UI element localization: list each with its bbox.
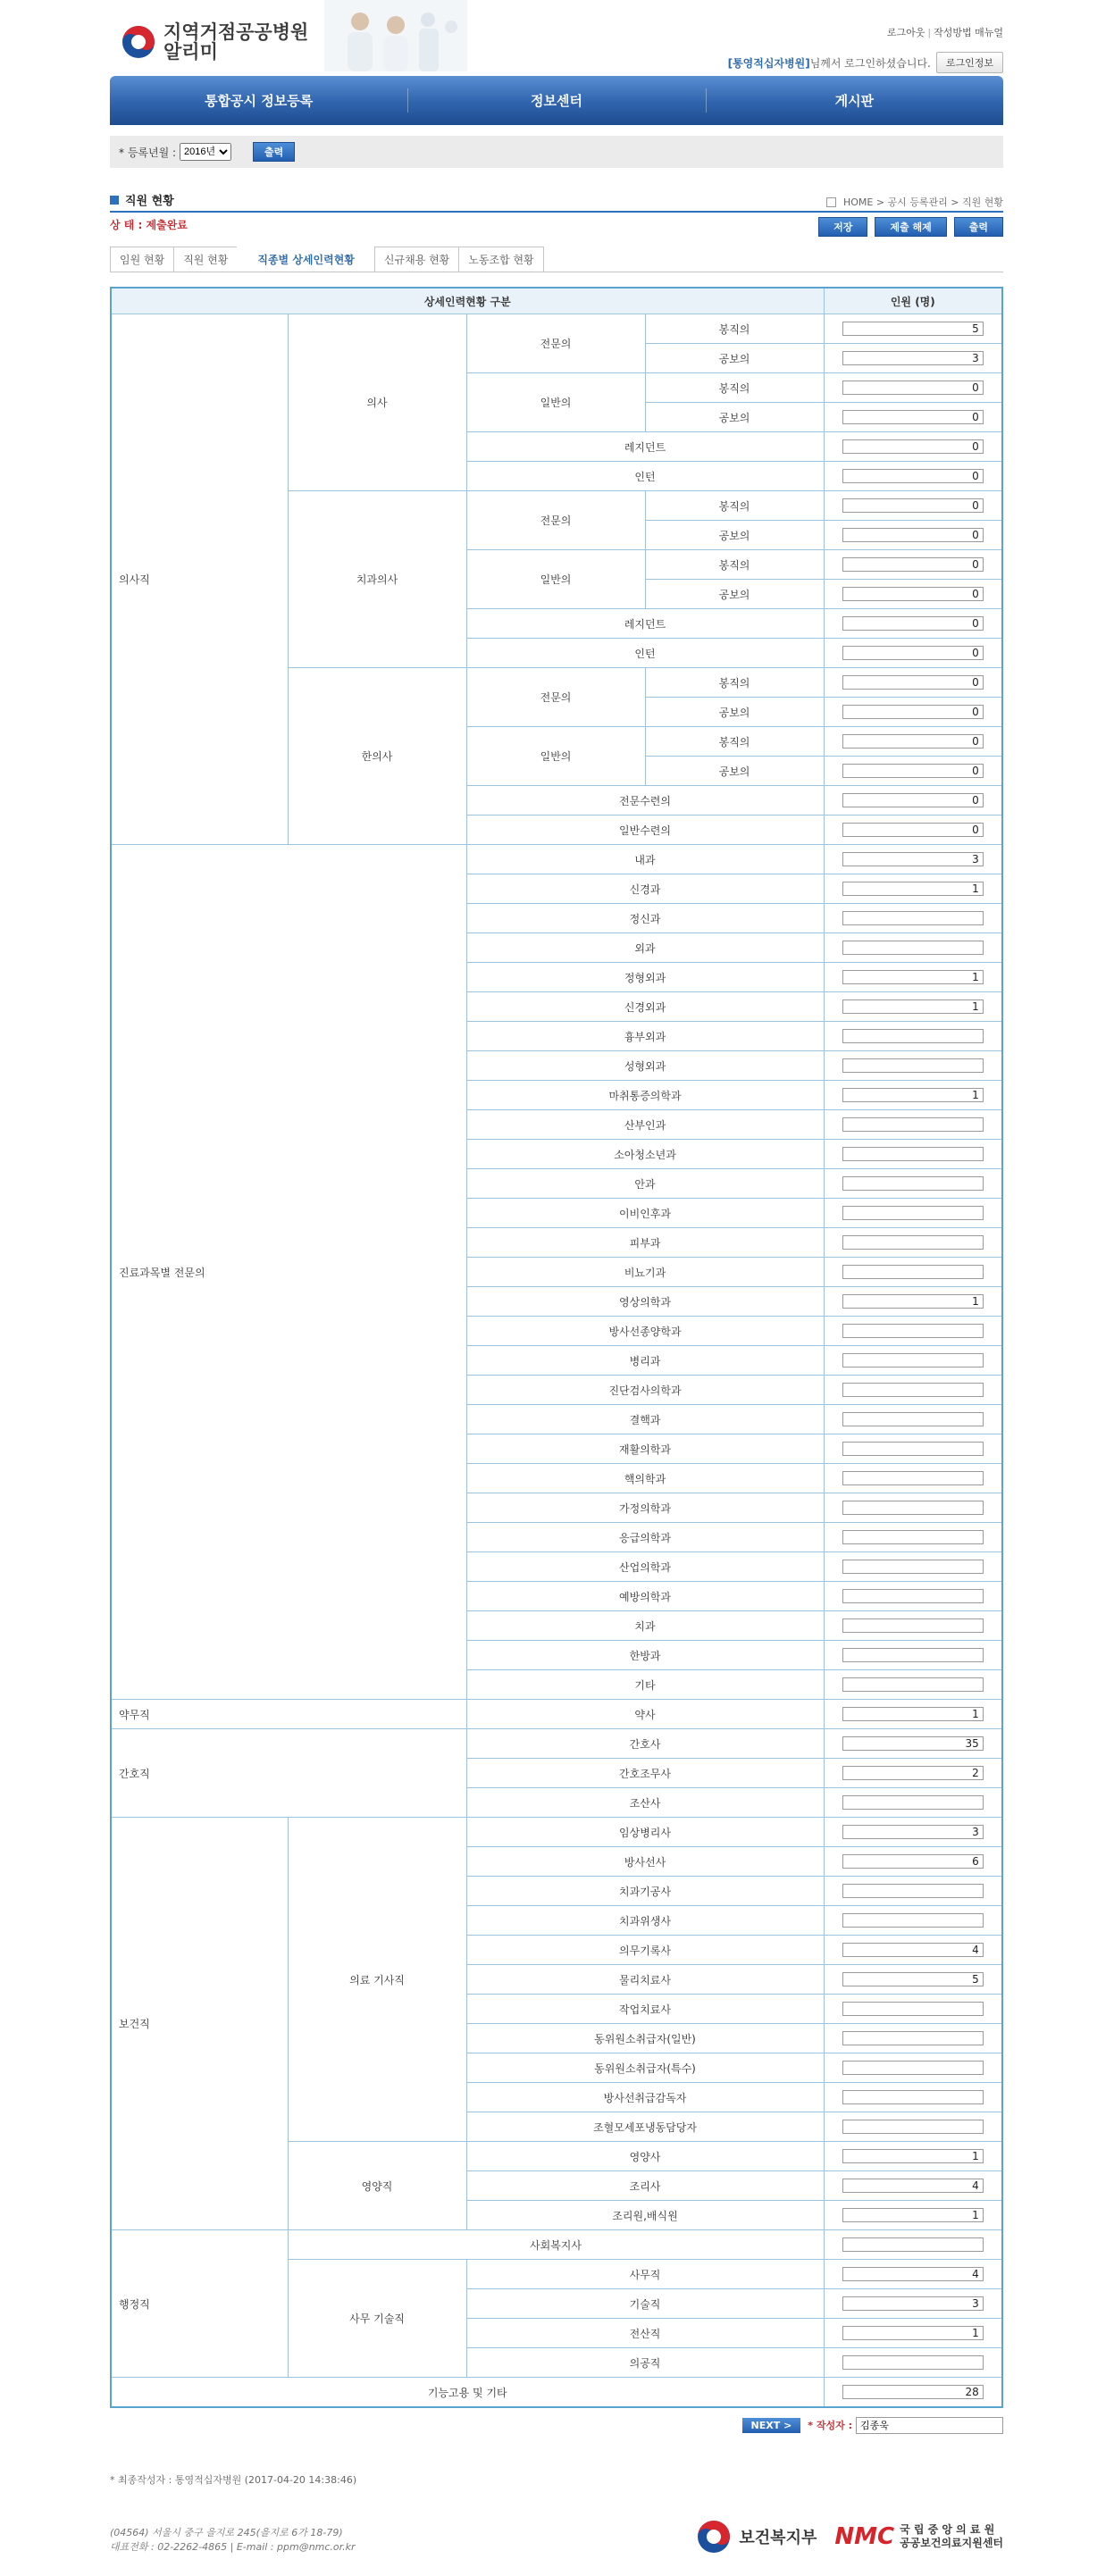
footer-contact: 대표전화 : 02-2262-4865 | E-mail : ppm@nmc.or.kr	[110, 2541, 356, 2553]
nmc-logo[interactable]	[834, 2523, 1003, 2550]
count-input[interactable]	[842, 1707, 984, 1721]
dept-label: 방사선종양학과	[466, 1317, 824, 1346]
tab-detailed-staff[interactable]: 직종별 상세인력현황	[237, 247, 375, 272]
doctors-illustration-icon	[324, 0, 467, 71]
count-cell	[824, 2024, 1002, 2053]
dept-label: 진단검사의학과	[466, 1376, 824, 1405]
footer	[110, 2519, 1003, 2572]
dept-label: 소아청소년과	[466, 1140, 824, 1169]
mohw-emblem-icon	[696, 2519, 732, 2555]
count-cell	[824, 1199, 1002, 1228]
status-text: 상 태 : 제출완료	[110, 219, 188, 231]
count-input[interactable]	[842, 2061, 984, 2075]
count-cell	[824, 1995, 1002, 2024]
count-cell	[824, 521, 1002, 550]
count-input[interactable]	[842, 1795, 984, 1810]
medtech-label: 방사선취급감독자	[466, 2083, 824, 2112]
dept-label: 안과	[466, 1169, 824, 1199]
dept-label: 재활의학과	[466, 1434, 824, 1464]
count-input[interactable]	[842, 1736, 984, 1751]
count-cell	[824, 2260, 1002, 2289]
dept-label: 가정의학과	[466, 1493, 824, 1523]
count-cell	[824, 462, 1002, 491]
count-cell	[824, 1493, 1002, 1523]
dept-label: 병리과	[466, 1346, 824, 1376]
count-input[interactable]	[842, 1117, 984, 1132]
count-cell	[824, 1641, 1002, 1670]
count-cell	[824, 815, 1002, 845]
count-input[interactable]	[842, 1913, 984, 1928]
nursing-label: 간호사	[466, 1729, 824, 1759]
print-year-button[interactable]: 출력	[253, 142, 295, 162]
medtech-label: 방사선사	[466, 1847, 824, 1877]
count-input[interactable]	[842, 2326, 984, 2340]
publichealth-label: 공보의	[645, 521, 824, 550]
count-input[interactable]	[842, 587, 984, 601]
count-input[interactable]	[842, 1530, 984, 1544]
nmc-line1: 국 립 중 앙 의 료 원	[900, 2523, 995, 2536]
dept-label: 정형외과	[466, 963, 824, 992]
count-input[interactable]	[842, 2002, 984, 2016]
header-category: 상세인력현황 구분	[111, 288, 824, 314]
general-label: 일반의	[466, 373, 645, 432]
count-cell	[824, 2171, 1002, 2201]
main-navigation	[110, 76, 1003, 125]
count-cell	[824, 1258, 1002, 1287]
count-cell	[824, 1051, 1002, 1081]
count-cell	[824, 1317, 1002, 1346]
count-cell	[824, 1081, 1002, 1110]
group-health: 보건직	[111, 1818, 288, 2230]
nursing-label: 간호조무사	[466, 1759, 824, 1788]
count-input[interactable]	[842, 2267, 984, 2281]
count-cell	[824, 403, 1002, 432]
count-input[interactable]	[842, 2237, 984, 2252]
count-cell	[824, 2289, 1002, 2319]
count-input[interactable]	[842, 1176, 984, 1191]
count-cell	[824, 1965, 1002, 1995]
nav-disclosure-register[interactable]: 통합공시 정보등록	[205, 93, 314, 109]
dept-label: 성형외과	[466, 1051, 824, 1081]
table-row	[111, 2230, 1002, 2260]
count-cell	[824, 1552, 1002, 1582]
count-cell	[824, 1169, 1002, 1199]
fulltime-label: 봉직의	[645, 550, 824, 580]
group-dept-specialist: 진료과목별 전문의	[111, 845, 466, 1700]
count-input[interactable]	[842, 1147, 984, 1161]
count-input[interactable]	[842, 1825, 984, 1839]
count-cell	[824, 2053, 1002, 2083]
count-cell	[824, 2230, 1002, 2260]
count-cell	[824, 373, 1002, 403]
count-cell	[824, 580, 1002, 609]
count-input[interactable]	[842, 2355, 984, 2370]
fulltime-label: 봉직의	[645, 314, 824, 344]
group-pharmacy: 약무직	[111, 1700, 466, 1729]
resident-label: 레지던트	[466, 432, 824, 462]
site-logo[interactable]	[121, 20, 308, 64]
next-button[interactable]: NEXT >	[742, 2418, 801, 2433]
count-input[interactable]	[842, 1501, 984, 1515]
nutrition-label: 영양사	[466, 2142, 824, 2171]
pharmacist-label: 약사	[466, 1700, 824, 1729]
dept-label: 응급의학과	[466, 1523, 824, 1552]
logo-title: 지역거점공공병원	[163, 21, 309, 43]
count-cell	[824, 1936, 1002, 1965]
taeguk-logo-icon	[121, 24, 156, 60]
count-cell	[824, 2112, 1002, 2142]
dept-label: 흉부외과	[466, 1022, 824, 1051]
count-input[interactable]	[842, 1088, 984, 1102]
count-cell	[824, 933, 1002, 963]
dept-label: 정신과	[466, 904, 824, 933]
count-cell	[824, 550, 1002, 580]
count-input[interactable]	[842, 734, 984, 749]
count-input[interactable]	[842, 793, 984, 807]
nutrition-label: 조리원,배식원	[466, 2201, 824, 2230]
dept-label: 결핵과	[466, 1405, 824, 1434]
count-cell	[824, 2142, 1002, 2171]
count-cell	[824, 1022, 1002, 1051]
medtech-label: 치과위생사	[466, 1906, 824, 1936]
count-input[interactable]	[842, 1412, 984, 1426]
fulltime-label: 봉직의	[645, 668, 824, 698]
count-cell	[824, 432, 1002, 462]
count-cell	[824, 1906, 1002, 1936]
count-input[interactable]	[842, 1383, 984, 1397]
dept-label: 이비인후과	[466, 1199, 824, 1228]
dept-label: 외과	[466, 933, 824, 963]
tab-staff[interactable]: 직원 현황	[173, 247, 238, 272]
count-cell	[824, 757, 1002, 786]
count-input[interactable]	[842, 2149, 984, 2163]
group-doctor: 의사직	[111, 314, 288, 845]
count-input[interactable]	[842, 2208, 984, 2222]
count-input[interactable]	[842, 616, 984, 631]
medtech-label: 작업치료사	[466, 1995, 824, 2024]
logo-subtitle: 알리미	[163, 41, 218, 63]
count-input[interactable]	[842, 1884, 984, 1898]
group-nursing: 간호직	[111, 1729, 466, 1818]
count-input[interactable]	[842, 1353, 984, 1367]
count-cell	[824, 1611, 1002, 1641]
count-cell	[824, 2378, 1002, 2408]
count-cell	[824, 1110, 1002, 1140]
intern-label: 인턴	[466, 639, 824, 668]
medtech-label: 의무기록사	[466, 1936, 824, 1965]
count-cell	[824, 1434, 1002, 1464]
count-cell	[824, 845, 1002, 874]
count-input[interactable]	[842, 882, 984, 896]
specialist-resident-label: 전문수련의	[466, 786, 824, 815]
count-cell	[824, 1405, 1002, 1434]
fulltime-label: 봉직의	[645, 491, 824, 521]
medtech-label: 동위원소취급자(특수)	[466, 2053, 824, 2083]
nmc-line2: 공공보건의료지원센터	[900, 2537, 1003, 2549]
util-separator: |	[927, 27, 932, 38]
title-bullet-icon	[110, 196, 119, 205]
login-info-button[interactable]: 로그인정보	[936, 52, 1003, 73]
subgroup-dentist: 치과의사	[288, 491, 466, 668]
count-input[interactable]	[842, 675, 984, 690]
save-button[interactable]: 저장	[818, 217, 867, 237]
hospital-name: [통영적십자병원]	[727, 56, 810, 70]
dept-label: 마취통증의학과	[466, 1081, 824, 1110]
count-input[interactable]	[842, 1560, 984, 1574]
print-button[interactable]: 출력	[954, 217, 1003, 237]
subgroup-oriental: 한의사	[288, 668, 466, 845]
count-cell	[824, 727, 1002, 757]
specialist-label: 전문의	[466, 668, 645, 727]
dept-label: 기타	[466, 1670, 824, 1700]
count-input[interactable]	[842, 2120, 984, 2134]
count-input[interactable]	[842, 2090, 984, 2104]
dept-label: 영상의학과	[466, 1287, 824, 1317]
mohw-text: 보건복지부	[739, 2529, 817, 2547]
count-input[interactable]	[842, 2385, 984, 2399]
tab-new-hires[interactable]: 신규채용 현황	[374, 247, 459, 272]
count-input[interactable]	[842, 2296, 984, 2311]
count-input[interactable]	[842, 2031, 984, 2045]
count-cell	[824, 1847, 1002, 1877]
header-count: 인원 (명)	[824, 288, 1002, 314]
count-cell	[824, 1523, 1002, 1552]
count-cell	[824, 1228, 1002, 1258]
specialist-label: 전문의	[466, 314, 645, 373]
count-input[interactable]	[842, 1589, 984, 1603]
writer-label: * 작성자 :	[808, 2420, 852, 2431]
count-input[interactable]	[842, 911, 984, 925]
count-input[interactable]	[842, 410, 984, 424]
count-input[interactable]	[842, 1854, 984, 1869]
count-cell	[824, 963, 1002, 992]
intern-label: 인턴	[466, 462, 824, 491]
count-cell	[824, 1582, 1002, 1611]
count-input[interactable]	[842, 351, 984, 365]
count-input[interactable]	[842, 823, 984, 837]
count-cell	[824, 1818, 1002, 1847]
specialist-label: 전문의	[466, 491, 645, 550]
footer-address: (04564) 서울시 중구 을지로 245(을지로 6가 18-79)	[110, 2527, 343, 2538]
publichealth-label: 공보의	[645, 698, 824, 727]
count-cell	[824, 1729, 1002, 1759]
office-label: 전산직	[466, 2319, 824, 2348]
count-input[interactable]	[842, 528, 984, 542]
medtech-label: 동위원소취급자(일반)	[466, 2024, 824, 2053]
count-input[interactable]	[842, 322, 984, 336]
dept-label: 신경외과	[466, 992, 824, 1022]
table-row	[111, 1729, 1002, 1759]
count-cell	[824, 491, 1002, 521]
general-label: 일반의	[466, 550, 645, 609]
count-cell	[824, 698, 1002, 727]
unsubmit-button[interactable]: 제출 해제	[875, 217, 946, 237]
count-input[interactable]	[842, 1766, 984, 1780]
office-label: 기술직	[466, 2289, 824, 2319]
count-input[interactable]	[842, 1294, 984, 1309]
last-modified: * 최종작성자 : 통영적십자병원 (2017-04-20 14:38:46)	[110, 2474, 357, 2486]
count-input[interactable]	[842, 381, 984, 395]
count-input[interactable]	[842, 1324, 984, 1338]
utility-links	[887, 25, 1003, 39]
count-cell	[824, 1788, 1002, 1818]
count-cell	[824, 1464, 1002, 1493]
subgroup-nutrition: 영양직	[288, 2142, 466, 2230]
office-label: 의공직	[466, 2348, 824, 2378]
year-label: * 등록년월 :	[119, 146, 177, 159]
count-input[interactable]	[842, 1648, 984, 1662]
fulltime-label: 봉직의	[645, 727, 824, 757]
nmc-mark: NMC	[834, 2523, 895, 2550]
count-input[interactable]	[842, 1943, 984, 1957]
general-resident-label: 일반수련의	[466, 815, 824, 845]
fulltime-label: 봉직의	[645, 373, 824, 403]
count-input[interactable]	[842, 1618, 984, 1633]
table-row	[111, 314, 1002, 344]
count-input[interactable]	[842, 646, 984, 660]
social-worker-label: 사회복지사	[288, 2230, 824, 2260]
count-cell	[824, 1287, 1002, 1317]
count-cell	[824, 1376, 1002, 1405]
publichealth-label: 공보의	[645, 344, 824, 373]
staff-detail-table	[110, 287, 1003, 2408]
logout-link[interactable]: 로그아웃	[886, 27, 926, 38]
count-input[interactable]	[842, 557, 984, 572]
count-input[interactable]	[842, 970, 984, 984]
year-select[interactable]	[180, 143, 231, 161]
nutrition-label: 조리사	[466, 2171, 824, 2201]
count-cell	[824, 786, 1002, 815]
nav-info-center[interactable]: 정보센터	[407, 76, 705, 125]
general-label: 일반의	[466, 727, 645, 786]
dept-label: 산업의학과	[466, 1552, 824, 1582]
count-cell	[824, 2083, 1002, 2112]
count-cell	[824, 668, 1002, 698]
count-cell	[824, 609, 1002, 639]
count-cell	[824, 1346, 1002, 1376]
count-input[interactable]	[842, 999, 984, 1014]
medtech-label: 물리치료사	[466, 1965, 824, 1995]
office-label: 사무직	[466, 2260, 824, 2289]
header	[110, 0, 1003, 71]
publichealth-label: 공보의	[645, 757, 824, 786]
dept-label: 치과	[466, 1611, 824, 1641]
table-row	[111, 1818, 1002, 1847]
count-cell	[824, 1700, 1002, 1729]
count-input[interactable]	[842, 1235, 984, 1250]
count-input[interactable]	[842, 852, 984, 866]
page-title-row	[110, 191, 1003, 209]
count-cell	[824, 2348, 1002, 2378]
nursing-label: 조산사	[466, 1788, 824, 1818]
count-input[interactable]	[842, 469, 984, 483]
medtech-label: 치과기공사	[466, 1877, 824, 1906]
login-status	[728, 52, 1003, 73]
count-input[interactable]	[842, 1058, 984, 1073]
tab-executives[interactable]: 임원 현황	[110, 247, 174, 272]
count-input[interactable]	[842, 705, 984, 719]
medtech-label: 임상병리사	[466, 1818, 824, 1847]
table-row	[111, 2378, 1002, 2408]
home-icon	[826, 197, 836, 207]
dept-label: 핵의학과	[466, 1464, 824, 1493]
mohw-logo[interactable]	[696, 2519, 817, 2555]
tab-labor-union[interactable]: 노동조합 현황	[458, 247, 543, 272]
count-input[interactable]	[842, 498, 984, 513]
count-cell	[824, 344, 1002, 373]
dept-label: 피부과	[466, 1228, 824, 1258]
count-cell	[824, 1140, 1002, 1169]
dept-label: 한방과	[466, 1641, 824, 1670]
writer-input[interactable]	[856, 2417, 1003, 2434]
count-input[interactable]	[842, 2179, 984, 2193]
count-input[interactable]	[842, 1677, 984, 1692]
dept-label: 예방의학과	[466, 1582, 824, 1611]
page-title: 직원 현황	[125, 195, 174, 208]
count-input[interactable]	[842, 1029, 984, 1043]
count-cell	[824, 904, 1002, 933]
count-cell	[824, 1670, 1002, 1700]
tab-bar	[110, 247, 1003, 272]
count-cell	[824, 314, 1002, 344]
manual-link[interactable]: 작성방법 매뉴얼	[934, 27, 1003, 38]
count-cell	[824, 1877, 1002, 1906]
nav-board[interactable]: 게시판	[706, 76, 1003, 125]
dept-label: 산부인과	[466, 1110, 824, 1140]
resident-label: 레지던트	[466, 609, 824, 639]
count-cell	[824, 992, 1002, 1022]
table-row	[111, 845, 1002, 874]
etc-label: 기능고용 및 기타	[111, 2378, 824, 2408]
dept-label: 내과	[466, 845, 824, 874]
count-cell	[824, 639, 1002, 668]
publichealth-label: 공보의	[645, 580, 824, 609]
count-cell	[824, 1759, 1002, 1788]
subgroup-medtech: 의료 기사직	[288, 1818, 466, 2142]
count-input[interactable]	[842, 1206, 984, 1220]
subgroup-physician: 의사	[288, 314, 466, 491]
breadcrumb: HOME > 공시 등록관리 > 직원 현황	[842, 197, 1003, 208]
dept-label: 신경과	[466, 874, 824, 904]
table-row	[111, 1700, 1002, 1729]
count-input[interactable]	[842, 1442, 984, 1456]
count-input[interactable]	[842, 439, 984, 454]
dept-label: 비뇨기과	[466, 1258, 824, 1287]
group-admin: 행정직	[111, 2230, 288, 2378]
publichealth-label: 공보의	[645, 403, 824, 432]
year-filter-bar	[110, 136, 1003, 168]
count-input[interactable]	[842, 1972, 984, 1986]
count-cell	[824, 2201, 1002, 2230]
subgroup-office-tech: 사무 기술직	[288, 2260, 466, 2378]
count-input[interactable]	[842, 764, 984, 778]
login-message: 님께서 로그인하셨습니다.	[809, 56, 931, 70]
count-input[interactable]	[842, 1265, 984, 1279]
count-input[interactable]	[842, 1471, 984, 1485]
count-input[interactable]	[842, 941, 984, 955]
count-cell	[824, 874, 1002, 904]
medtech-label: 조혈모세포냉동담당자	[466, 2112, 824, 2142]
count-cell	[824, 2319, 1002, 2348]
